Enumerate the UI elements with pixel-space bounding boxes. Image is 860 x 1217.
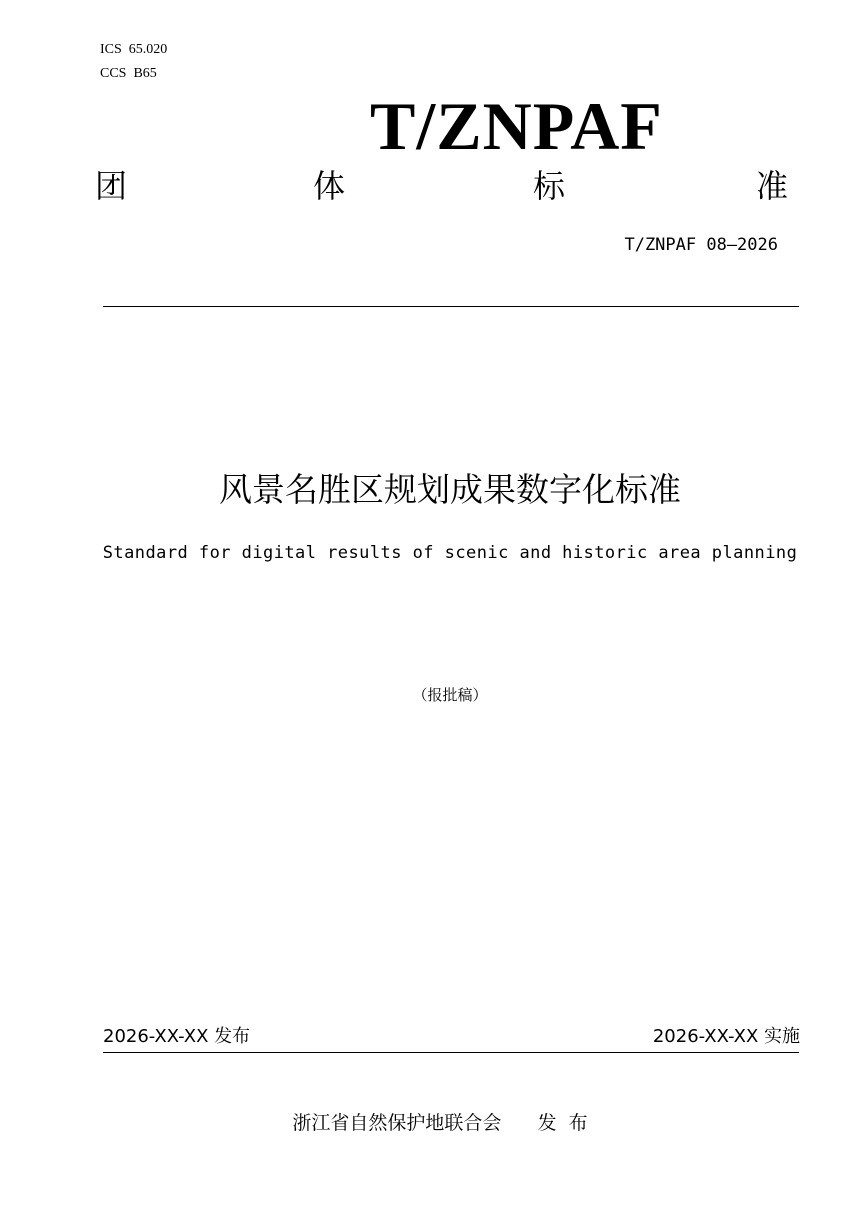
- draft-status: （报批稿）: [412, 686, 488, 704]
- standard-type-char: 标: [533, 167, 566, 205]
- standard-type-char: 准: [756, 167, 789, 205]
- title-english: Standard for digital results of scenic and historic area planning: [102, 543, 798, 563]
- publisher-line: 浙江省自然保护地联合会 发 布: [292, 1112, 588, 1134]
- organization-code-title: T/ZNPAF: [370, 88, 663, 164]
- ics-code: ICS 65.020: [100, 42, 168, 57]
- implementation-date: 2026-XX-XX 实施: [652, 1026, 800, 1047]
- ccs-code: CCS B65: [100, 66, 157, 81]
- header-divider: [103, 306, 799, 307]
- standard-number: T/ZNPAF 08—2026: [624, 235, 778, 255]
- standard-type-heading: [95, 166, 795, 206]
- title-chinese: 风景名胜区规划成果数字化标准: [219, 470, 681, 509]
- footer-divider: [103, 1052, 799, 1053]
- release-date: 2026-XX-XX 发布: [103, 1026, 251, 1047]
- standard-type-char: 体: [313, 167, 346, 205]
- standard-type-char: 团: [95, 167, 128, 205]
